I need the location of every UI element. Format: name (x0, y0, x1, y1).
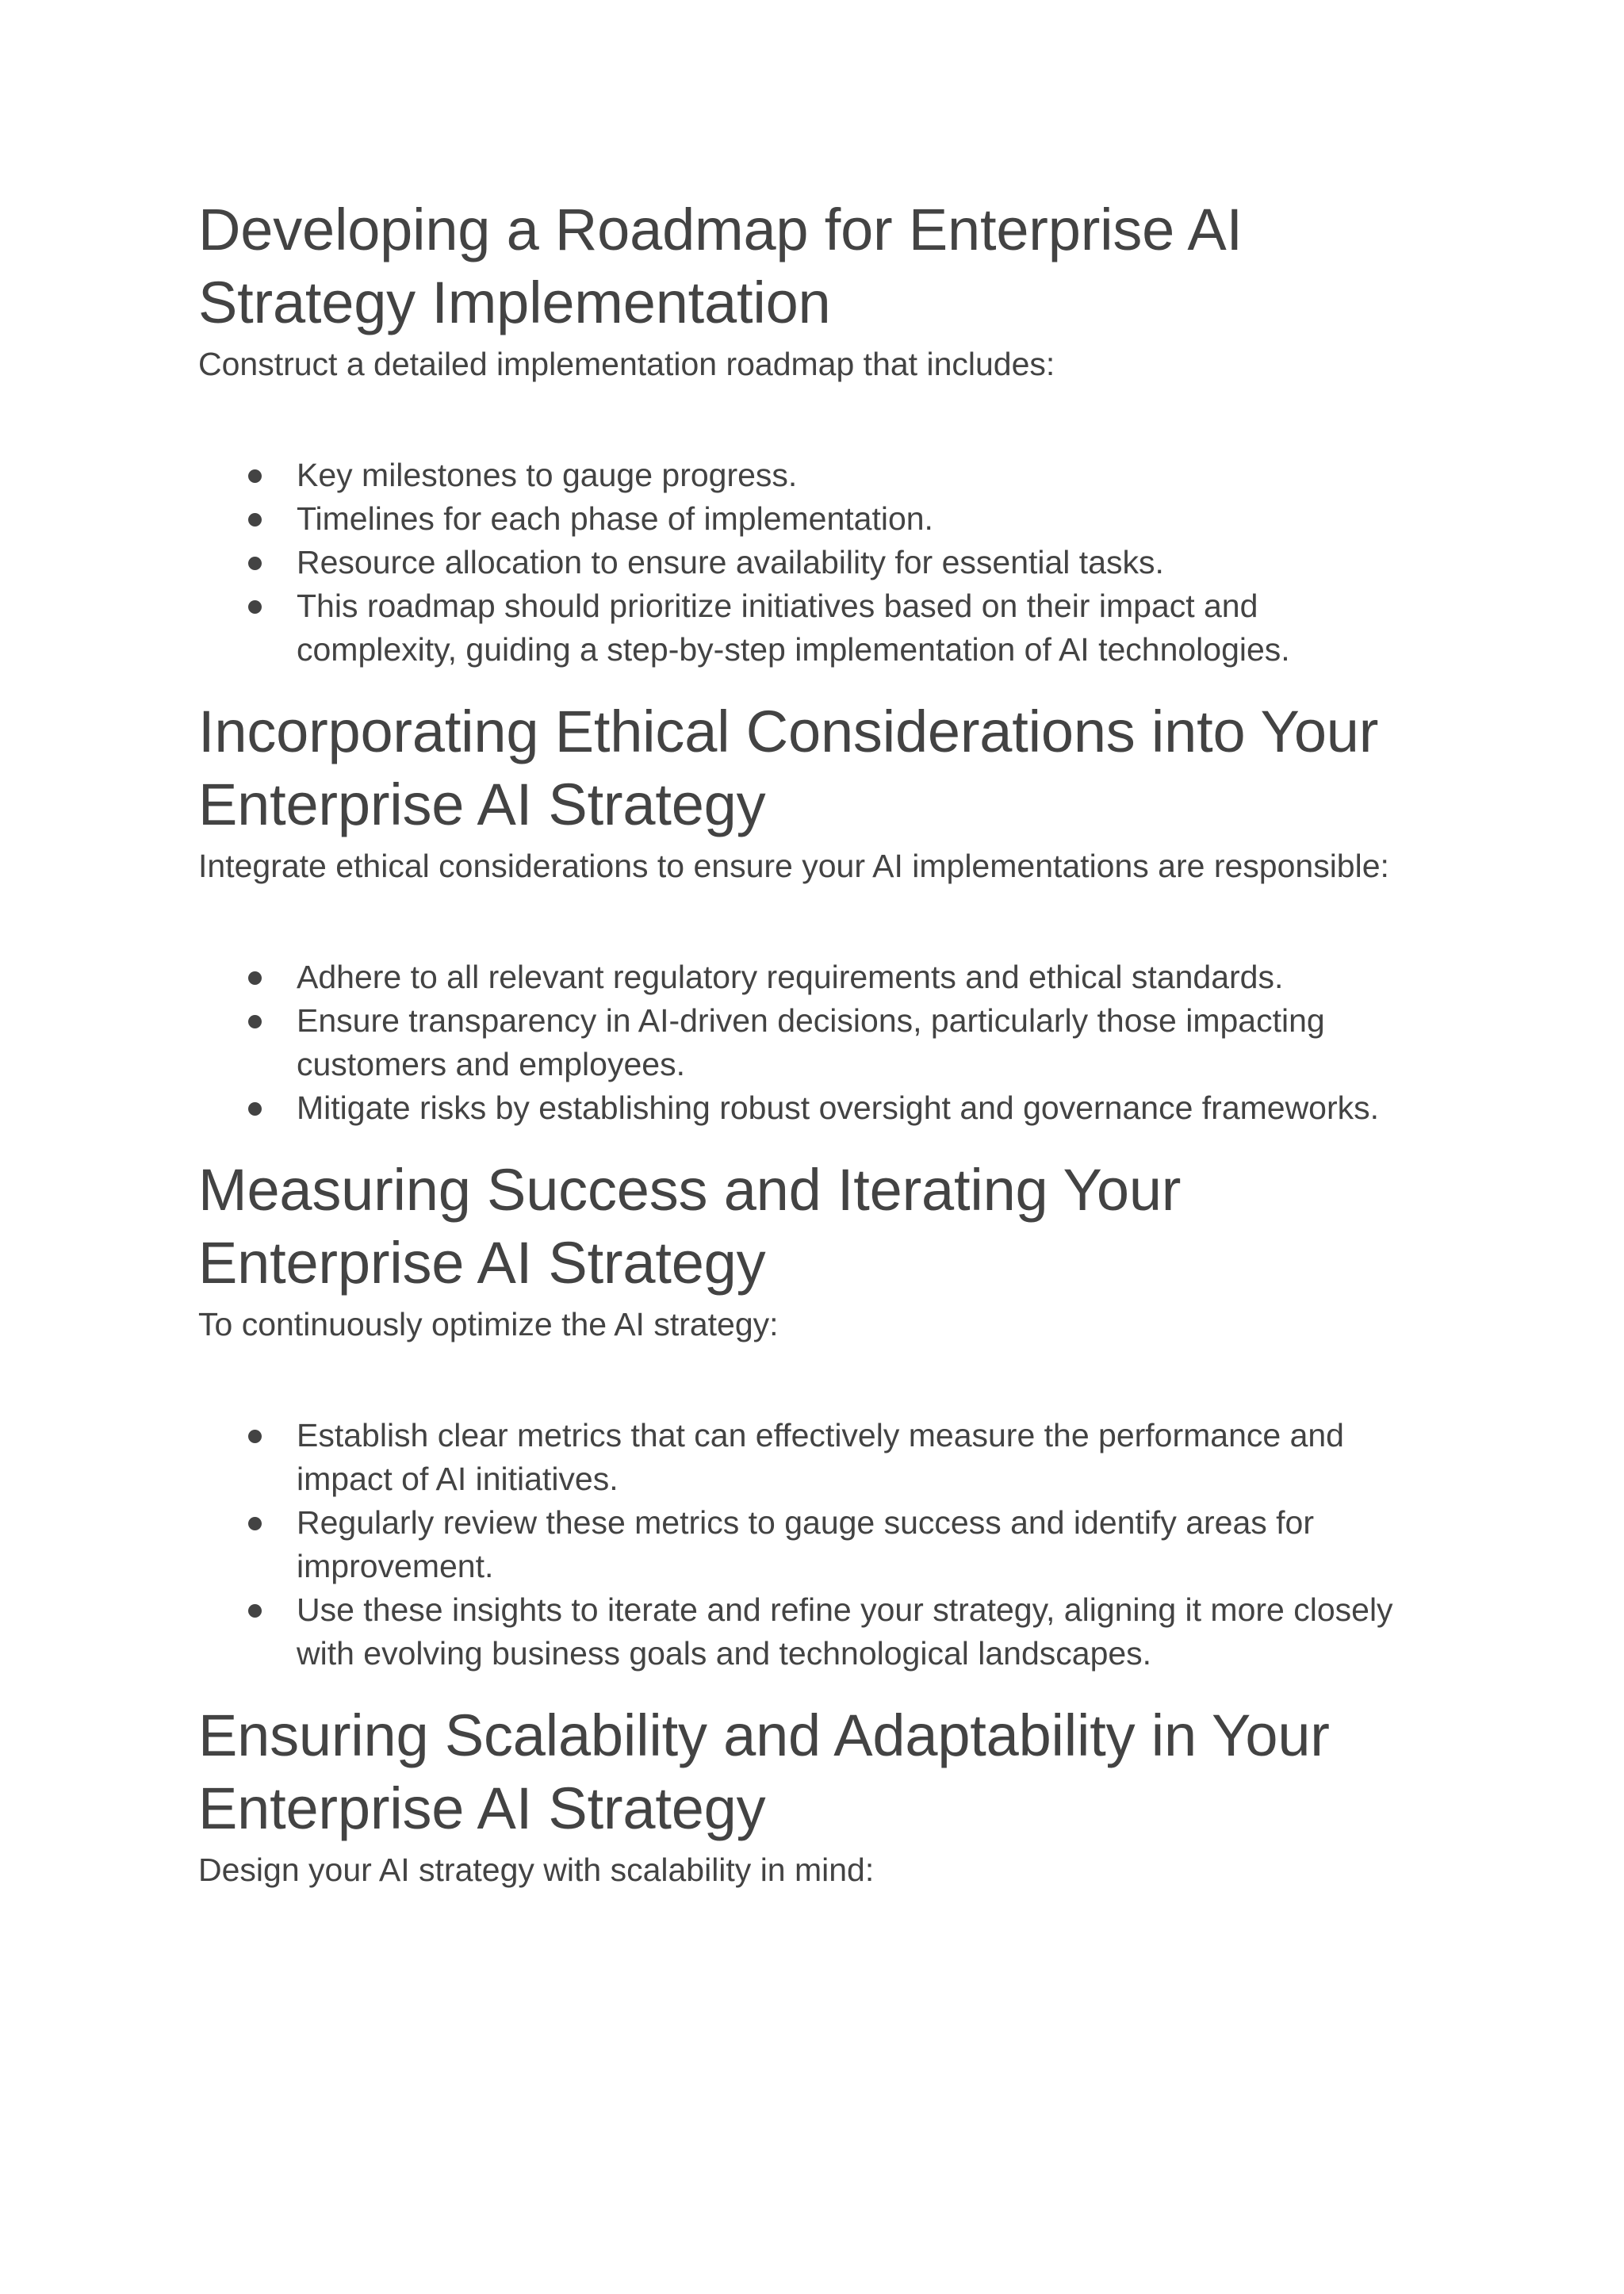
list-item-text: Regularly review these metrics to gauge success and identify areas for improvement. (297, 1504, 1315, 1584)
list-item-text: Use these insights to iterate and refine your strategy, aligning it more closely with evolving business goals and technological landscapes. (297, 1591, 1393, 1672)
section-roadmap (198, 193, 1426, 672)
list-item-text: Ensure transparency in AI-driven decisions, particularly those impacting customers and employees. (297, 1002, 1325, 1082)
bullet-icon (248, 1015, 262, 1028)
list-item (198, 956, 1426, 999)
bullet-icon (248, 1430, 262, 1443)
bullet-icon (248, 971, 262, 985)
list-item-text: Key milestones to gauge progress. (297, 457, 798, 493)
bullet-icon (248, 1102, 262, 1116)
bullet-list (198, 956, 1426, 1130)
list-item (198, 541, 1426, 584)
list-item (198, 584, 1426, 672)
list-item (198, 999, 1426, 1086)
list-item (198, 1588, 1426, 1676)
bullet-icon (248, 1604, 262, 1618)
section-heading: Ensuring Scalability and Adaptability in Your Enterprise AI Strategy (198, 1702, 1330, 1841)
section-heading: Developing a Roadmap for Enterprise AI Strategy Implementation (198, 197, 1243, 335)
bullet-icon (248, 513, 262, 527)
list-item (198, 1501, 1426, 1588)
section-intro: Construct a detailed implementation roadmap that includes: (198, 346, 1055, 382)
list-item-text: Resource allocation to ensure availability for essential tasks. (297, 544, 1164, 580)
section-measuring-success (198, 1154, 1426, 1676)
list-item-text: Adhere to all relevant regulatory requirements and ethical standards. (297, 959, 1284, 995)
list-item-text: Mitigate risks by establishing robust oversight and governance frameworks. (297, 1090, 1380, 1126)
list-item-text: Establish clear metrics that can effectively measure the performance and impact of AI initiatives. (297, 1417, 1344, 1497)
section-intro: Design your AI strategy with scalability in mind: (198, 1852, 875, 1888)
bullet-list (198, 454, 1426, 672)
list-item (198, 1086, 1426, 1130)
bullet-icon (248, 1517, 262, 1530)
list-item-text: This roadmap should prioritize initiatives based on their impact and complexity, guiding a step-by-step implementation of AI technologies. (297, 588, 1290, 668)
section-heading: Incorporating Ethical Considerations into Your Enterprise AI Strategy (198, 699, 1379, 837)
bullet-list (198, 1414, 1426, 1676)
section-intro: Integrate ethical considerations to ensure your AI implementations are responsible: (198, 848, 1389, 884)
section-scalability (198, 1699, 1426, 1892)
section-intro: To continuously optimize the AI strategy: (198, 1306, 779, 1342)
bullet-icon (248, 469, 262, 483)
bullet-icon (248, 600, 262, 614)
list-item (198, 497, 1426, 541)
list-item (198, 454, 1426, 497)
list-item (198, 1414, 1426, 1501)
section-heading: Measuring Success and Iterating Your Enterprise AI Strategy (198, 1157, 1182, 1296)
list-item-text: Timelines for each phase of implementation. (297, 500, 933, 537)
bullet-icon (248, 557, 262, 570)
section-ethics (198, 695, 1426, 1130)
